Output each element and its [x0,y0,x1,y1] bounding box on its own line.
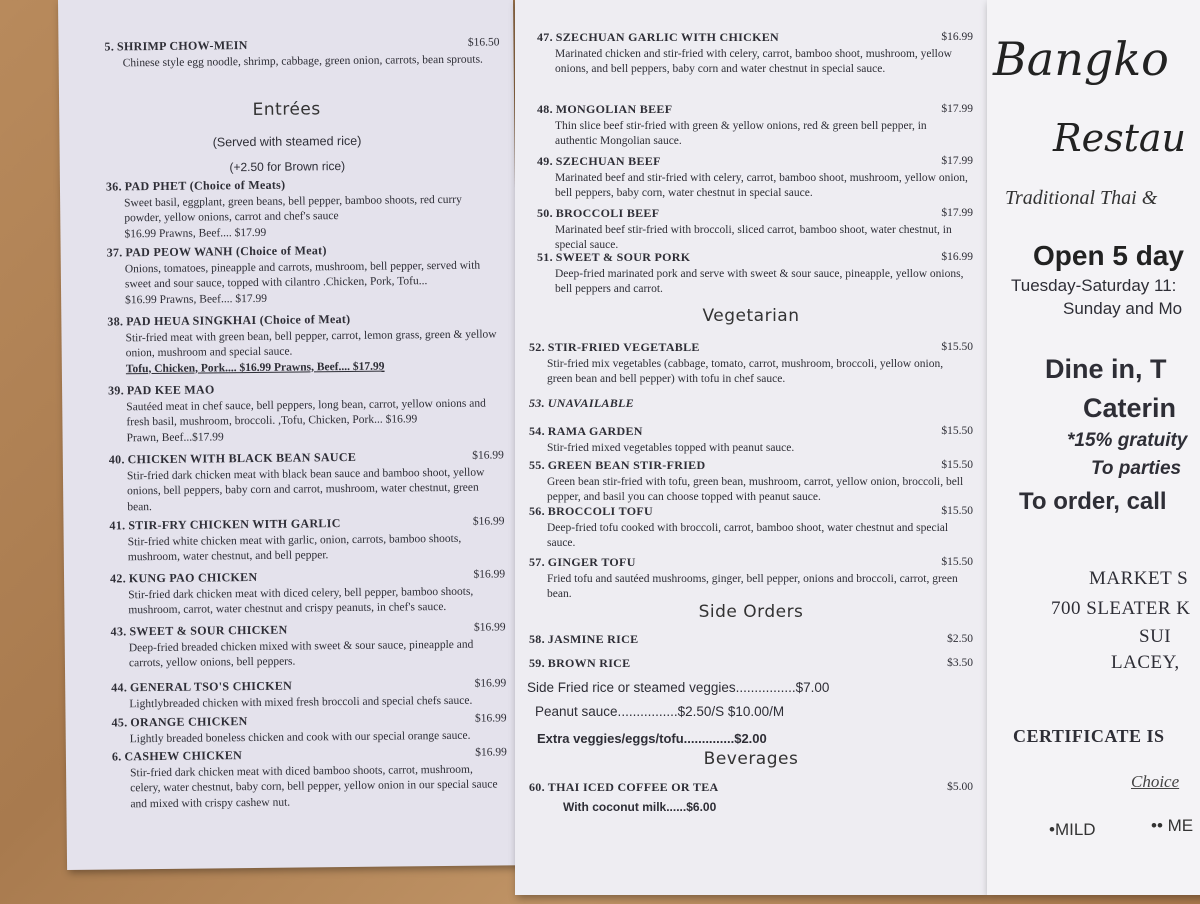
item-price: $17.99 [941,103,973,115]
menu-item [58,35,513,72]
tagline: Traditional Thai & [1005,187,1158,209]
item-name: SWEET & SOUR PORK [555,250,691,264]
item-name: PAD PEOW WANH (Choice of Meat) [125,243,327,260]
dine-in: Dine in, T [1045,354,1167,384]
item-description: Green bean stir-fried with tofu, green bean, mushroom, carrot, yellow onion, broccoli, bell pepper, and basil you can choose topped with peanut sauce. [547,475,964,503]
menu-item [515,250,987,298]
menu-item [515,458,987,506]
brown-rice-note: (+2.50 for Brown rice) [229,159,346,175]
item-number: 5. [104,39,115,54]
item-number: 52. [529,340,545,354]
item-description: Lightlybreaded chicken with mixed fresh broccoli and special chefs sauce. [129,694,473,710]
menu-item [515,102,987,150]
item-number: 59. [529,656,545,670]
item-price: $16.99 [474,712,507,725]
menu-item [65,711,520,748]
menu-item [515,396,987,413]
menu-item [515,340,987,388]
item-price: $16.99 [472,515,505,528]
item-description: Stir-fried mixed vegetables topped with peanut sauce. [547,441,795,454]
entrees-subtitle: (Served with steamed rice) [212,133,362,150]
item-number: 44. [111,680,128,695]
item-price-options: Prawn, Beef...$17.99 [126,430,224,444]
item-price: $16.99 [475,746,507,759]
item-description: Thin slice beef stir-fried with green & yellow onions, red & green bell pepper, in authentic Mongolian sauce. [555,119,927,147]
item-name: CASHEW CHICKEN [124,748,243,764]
item-number: 49. [537,154,553,168]
item-price: $15.50 [941,459,973,471]
item-description: Lightly breaded boneless chicken and cook with our special orange sauce. [129,729,471,745]
item-name: MONGOLIAN BEEF [555,102,673,116]
item-description: Stir-fried dark chicken meat with diced celery, bell pepper, bamboo shoots, mushroom, carrot, water chestnut and crispy peanuts, in chef's sauce. [128,585,474,617]
item-name: THAI ICED COFFEE OR TEA [547,780,719,794]
item-number: 56. [529,504,545,518]
item-number: 6. [111,749,122,764]
item-name: SWEET & SOUR CHICKEN [129,622,288,639]
gratuity-note: *15% gratuity [1067,430,1188,451]
item-price: $17.99 [941,155,973,167]
item-price: $16.99 [941,251,973,263]
item-price: $15.50 [941,556,973,568]
item-price: $16.99 [473,621,506,634]
menu-panel-right [987,0,1200,895]
item-description: Fried tofu and sautéed mushrooms, ginger, bell pepper, onions and broccoli, carrot, green bean. [547,572,958,600]
menu-item [61,310,517,378]
item-price: $15.50 [941,425,973,437]
menu-item [515,30,987,78]
item-description: Onions, tomatoes, pineapple and carrots, mushroom, bell pepper, served with sweet and sour sauce, topped with cilantro .Chicken, Pork, Tofu... [124,259,481,291]
item-description: Stir-fried dark chicken meat with diced bamboo shoots, carrot, mushroom, celery, water chestnut, baby corn, bell pepper, yellow onion in our special sauce and mixed with crispy cashew nut. [130,763,498,810]
menu-item [515,555,987,603]
side-orders-heading: Side Orders [698,602,804,622]
item-price: $2.50 [947,633,973,645]
vegetarian-heading: Vegetarian [702,306,800,326]
catering: Caterin [1083,393,1177,423]
menu-item [64,567,519,619]
menu-item [515,632,987,649]
menu-item [66,745,522,813]
item-description: Deep-fried marinated pork and serve with sweet & sour sauce, pineapple, yellow onions, bell peppers and carrot. [555,267,964,295]
certificate-note: CERTIFICATE IS [1013,726,1165,746]
hours-weekday: Tuesday-Saturday 11: [1011,276,1177,295]
item-name: GREEN BEAN STIR-FRIED [547,458,706,472]
menu-item [515,656,987,673]
item-name: BROWN RICE [547,656,631,670]
item-number: 48. [537,102,553,116]
menu-item [65,676,520,713]
item-name: SZECHUAN GARLIC WITH CHICKEN [555,30,779,44]
item-price: $16.99 [473,568,506,581]
item-price: $16.99 [941,31,973,43]
item-number: 45. [111,715,128,730]
item-price: $16.50 [467,36,500,49]
item-number: 51. [537,250,553,264]
item-number: 57. [529,555,545,569]
item-name: BROCCOLI BEEF [555,206,660,220]
item-number: 40. [108,452,125,467]
spice-choice: Choice [1131,772,1180,791]
item-name: BROCCOLI TOFU [547,504,653,518]
item-name: PAD HEUA SINGKHAI (Choice of Meat) [126,311,351,329]
item-number: 55. [529,458,545,472]
menu-item [62,379,518,447]
menu-item [63,448,519,516]
item-description: Marinated beef stir-fried with broccoli, sliced carrot, bamboo shoot, water chestnut, in special sauce. [555,223,952,251]
item-number: 50. [537,206,553,220]
parties-note: To parties [1091,458,1182,479]
item-name: JASMINE RICE [547,632,639,646]
address-line-2: 700 SLEATER K [1051,598,1191,619]
item-name: GINGER TOFU [547,555,636,569]
item-description: Marinated beef and stir-fried with celery, carrot, bamboo shoot, mushroom, yellow onion, bell peppers, baby corn, water chestnut in special sauce. [555,171,968,199]
address-line-4: LACEY, [1111,652,1180,673]
item-description: Stir-fried mix vegetables (cabbage, tomato, carrot, mushroom, broccoli, yellow onion, green bean and bell pepper) with tofu in chef sauce. [547,357,944,385]
item-number: 42. [109,571,127,586]
item-number: 58. [529,632,545,646]
item-number: 43. [110,624,127,639]
restaurant-title: Bangko [993,32,1169,86]
address-line-3: SUI [1139,626,1172,647]
item-price: $15.50 [941,505,973,517]
item-name: PAD PHET (Choice of Meats) [124,177,286,194]
item-price-options: $16.99 Prawns, Beef.... $17.99 [125,292,268,306]
item-description: Stir-fried dark chicken meat with black bean sauce and bamboo shoot, yellow onions, bell peppers, baby corn and carrot, mushroom, water chestnut, green bean. [126,466,485,513]
item-description: Sautéed meat in chef sauce, bell peppers, long bean, carrot, yellow onions and fresh basil, mushroom, broccoli. ,Tofu, Chicken, Pork... $16.99 [126,397,486,429]
item-price: $5.00 [947,781,973,793]
open-days: Open 5 day [1033,240,1184,271]
item-name: CHICKEN WITH BLACK BEAN SAUCE [127,449,357,467]
menu-item [515,424,987,456]
item-price-options: Tofu, Chicken, Pork.... $16.99 Prawns, Beef.... $17.99 [125,360,385,375]
item-number: 53. [529,396,545,410]
item-price-options: $16.99 Prawns, Beef.... $17.99 [124,226,267,240]
menu-item [515,780,987,797]
item-number: 38. [107,314,124,329]
menu-item [515,206,987,254]
menu-panel-left [58,0,522,870]
item-description: Stir-fried white chicken meat with garlic, onion, carrots, bamboo shoots, mushroom, water chestnut, and bell pepper. [127,532,462,564]
item-number: 37. [106,245,123,260]
side-fried-rice: Side Fried rice or steamed veggies................$7.00 [527,680,830,695]
item-price: $16.99 [472,449,504,462]
menu-item [61,241,517,309]
coconut-milk-note: With coconut milk......$6.00 [563,800,717,814]
restaurant-subtitle: Restau [1053,116,1186,160]
item-description: Stir-fried meat with green bean, bell pepper, carrot, lemon grass, green & yellow onion, mushroom and special sauce. [125,327,497,360]
menu-item [515,504,987,552]
extra-veggies: Extra veggies/eggs/tofu..............$2.00 [537,731,767,746]
item-price: $16.99 [474,677,507,690]
menu-item [60,175,516,243]
menu-item [515,154,987,202]
item-description: Sweet basil, eggplant, green beans, bell pepper, bamboo shoots, red curry powder, yellow onions, carrot and chef's sauce [124,193,462,225]
item-name: STIR-FRY CHICKEN WITH GARLIC [128,516,341,533]
item-number: 60. [529,780,545,794]
item-number: 36. [105,179,122,194]
item-description: Chinese style egg noodle, shrimp, cabbage, green onion, carrots, bean sprouts. [122,53,483,69]
item-name: UNAVAILABLE [547,396,634,410]
item-name: SZECHUAN BEEF [555,154,661,168]
item-number: 39. [108,383,125,398]
item-number: 54. [529,424,545,438]
menu-panel-middle [515,0,987,895]
item-name: SHRIMP CHOW-MEIN [116,38,248,54]
item-name: STIR-FRIED VEGETABLE [547,340,700,354]
item-name: ORANGE CHICKEN [130,714,248,730]
item-name: RAMA GARDEN [547,424,643,438]
menu-item [65,620,520,672]
menu-item [63,514,518,566]
item-description: Deep-fried tofu cooked with broccoli, carrot, bamboo shoot, water chestnut and special sauce. [547,521,949,549]
item-description: Deep-fried breaded chicken mixed with sweet & sour sauce, pineapple and carrots, yellow onions, bell peppers. [128,638,474,670]
spice-mild: •MILD [1049,820,1096,839]
address-line-1: MARKET S [1089,568,1189,589]
beverages-heading: Beverages [703,749,799,769]
item-number: 47. [537,30,553,44]
item-name: PAD KEE MAO [126,382,215,398]
item-number: 41. [109,518,126,533]
item-price: $15.50 [941,341,973,353]
item-price: $3.50 [947,657,973,669]
hours-weekend: Sunday and Mo [1063,299,1183,318]
item-name: KUNG PAO CHICKEN [128,569,258,586]
entrees-heading: Entrées [252,99,321,120]
peanut-sauce: Peanut sauce................$2.50/S $10.00/M [535,704,785,719]
order-call: To order, call [1019,488,1167,515]
item-description: Marinated chicken and stir-fried with celery, carrot, bamboo shoot, mushroom, yellow onions, and bell peppers, baby corn and water chestnut in special sauce. [555,47,952,75]
spice-medium: •• ME [1151,816,1194,835]
item-price: $17.99 [941,207,973,219]
item-name: GENERAL TSO'S CHICKEN [129,678,293,695]
